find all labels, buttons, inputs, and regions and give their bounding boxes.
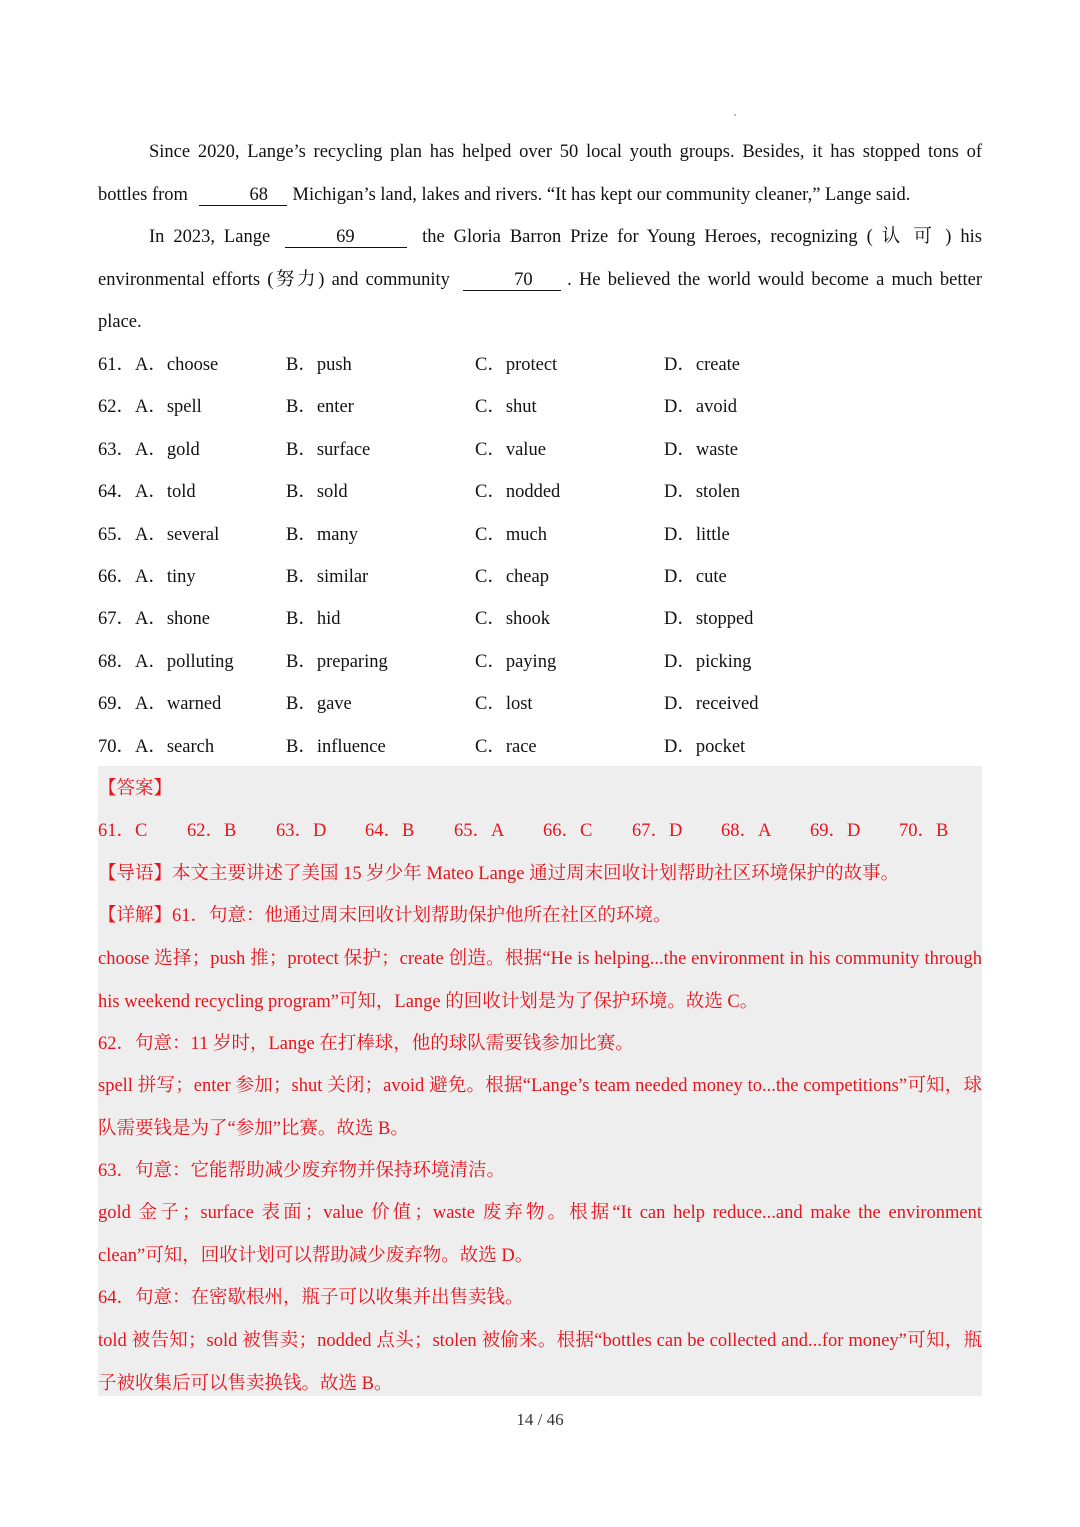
option-choice: C．paying [475, 651, 557, 672]
option-row [98, 556, 982, 598]
option-choice: C．cheap [475, 566, 549, 587]
option-choice: C．shook [475, 609, 551, 630]
option-choice: B．gave [286, 694, 352, 715]
option-choice: 63．A．gold [98, 439, 200, 460]
option-row [98, 429, 982, 471]
option-choice: 67．A．shone [98, 609, 211, 630]
option-choice: C．protect [475, 355, 558, 375]
passage-text: the Gloria Barron Prize for Young Heroes, recognizing ( 认 可 ) his environmental efforts (努力) and community [98, 227, 982, 290]
passage-paragraph-1 [98, 131, 982, 216]
option-choice: D．pocket [664, 736, 746, 757]
option-choice: D．received [664, 694, 759, 715]
option-row [98, 344, 982, 386]
option-choice: D．little [664, 524, 730, 545]
passage-text: Michigan’s land, lakes and rivers. “It has kept our community cleaner,” Lange said. [292, 184, 911, 205]
answer-key: 61．C [98, 821, 148, 841]
detail-64: told 被告知；sold 被售卖；nodded 点头；stolen 被偷来。根据“bottles can be collected and...for money”可知，瓶子被收集后可以售卖换钱。故选 B。 [98, 1331, 982, 1394]
option-choice: B．many [286, 524, 358, 545]
option-choice: 68．A．polluting [98, 651, 234, 672]
answer-key: 69．D [810, 821, 861, 841]
option-choice: B．surface [286, 439, 371, 460]
answer-section [98, 766, 982, 1396]
option-choice: C．shut [475, 397, 537, 418]
answer-key: 67．D [632, 821, 683, 841]
option-row [98, 386, 982, 428]
option-choice: D．cute [664, 566, 727, 587]
option-choice: 64．A．told [98, 482, 196, 503]
page-number: 14 / 46 [516, 1410, 564, 1429]
option-choice: B．sold [286, 482, 348, 503]
answer-heading: 【答案】 [98, 779, 173, 799]
option-choice: 65．A．several [98, 524, 220, 545]
option-choice: D．create [664, 355, 741, 375]
option-choice: B．enter [286, 397, 354, 418]
option-choice: 61．A．choose [98, 355, 219, 375]
option-choice: B．influence [286, 736, 386, 757]
option-choice: C．race [475, 736, 537, 757]
sentence-63: 63．句意：它能帮助减少废弃物并保持环境清洁。 [98, 1161, 506, 1181]
detail-heading: 【详解】61．句意：他通过周末回收计划帮助保护他所在社区的环境。 [98, 906, 672, 926]
option-row [98, 471, 982, 513]
passage-paragraph-2 [98, 216, 982, 344]
option-choice: B．hid [286, 609, 341, 630]
answer-key: 66．C [543, 821, 593, 841]
option-choice: C．lost [475, 694, 533, 715]
option-choice: C．nodded [475, 482, 561, 503]
option-row [98, 683, 982, 725]
option-choice: 66．A．tiny [98, 566, 196, 587]
answer-key: 64．B [365, 821, 415, 841]
option-choice: 70．A．search [98, 736, 215, 757]
option-choice: C．much [475, 524, 547, 545]
option-row [98, 641, 982, 683]
option-choice: B．push [286, 355, 352, 375]
detail-63: gold 金子；surface 表面；value 价值；waste 废弃物。根据“It can help reduce...and make the environment clean”可知，回收计划可以帮助减少废弃物。故选 D。 [98, 1203, 982, 1266]
answer-key: 70．B [899, 821, 949, 841]
option-choice: C．value [475, 439, 546, 460]
passage-text: In 2023, Lange [149, 227, 271, 247]
option-choice: B．preparing [286, 651, 388, 672]
sentence-62: 62．句意：11 岁时，Lange 在打棒球，他的球队需要钱参加比赛。 [98, 1034, 634, 1054]
passage-text: . He believed the world would become a much better place. [98, 269, 982, 332]
detail-61: choose 选择；push 推；protect 保护；create 创造。根据“He is helping...the environment in his community through his weekend recycling program”可知，Lange 的回收计划是为了保护环境。故选 C。 [98, 949, 982, 1012]
answer-key: 63．D [276, 821, 327, 841]
blank-70: 70 [463, 270, 561, 291]
option-row [98, 726, 982, 768]
detail-62: spell 拼写；enter 参加；shut 关闭；avoid 避免。根据“Lange’s team needed money to...the competitions”可知，球队需要钱是为了“参加”比赛。故选 B。 [98, 1076, 982, 1139]
option-choice: D．stopped [664, 609, 754, 630]
option-choice: D．stolen [664, 482, 741, 503]
option-row [98, 514, 982, 556]
answer-key: 68．A [721, 821, 772, 841]
passage-text: Since 2020, Lange’s recycling plan has helped over 50 local youth groups. Besides, it has stopped tons of bottles from [98, 142, 982, 205]
answer-key: 65．A [454, 821, 505, 841]
option-choice: D．picking [664, 651, 752, 672]
option-choice: 62．A．spell [98, 397, 202, 418]
answer-key: 62．B [187, 821, 237, 841]
blank-68: 68 [199, 185, 287, 206]
sentence-64: 64．句意：在密歇根州，瓶子可以收集并出售卖钱。 [98, 1288, 524, 1308]
blank-69: 69 [285, 227, 407, 248]
answer-keys [98, 810, 982, 852]
option-choice: D．avoid [664, 397, 737, 418]
option-choice: D．waste [664, 439, 738, 460]
option-choice: B．similar [286, 566, 369, 587]
options-list [98, 344, 982, 768]
decorative-dot [734, 114, 736, 116]
option-row [98, 598, 982, 640]
option-choice: 69．A．warned [98, 694, 222, 715]
intro-text: 【导语】本文主要讲述了美国 15 岁少年 Mateo Lange 通过周末回收计划帮助社区环境保护的故事。 [98, 864, 900, 884]
